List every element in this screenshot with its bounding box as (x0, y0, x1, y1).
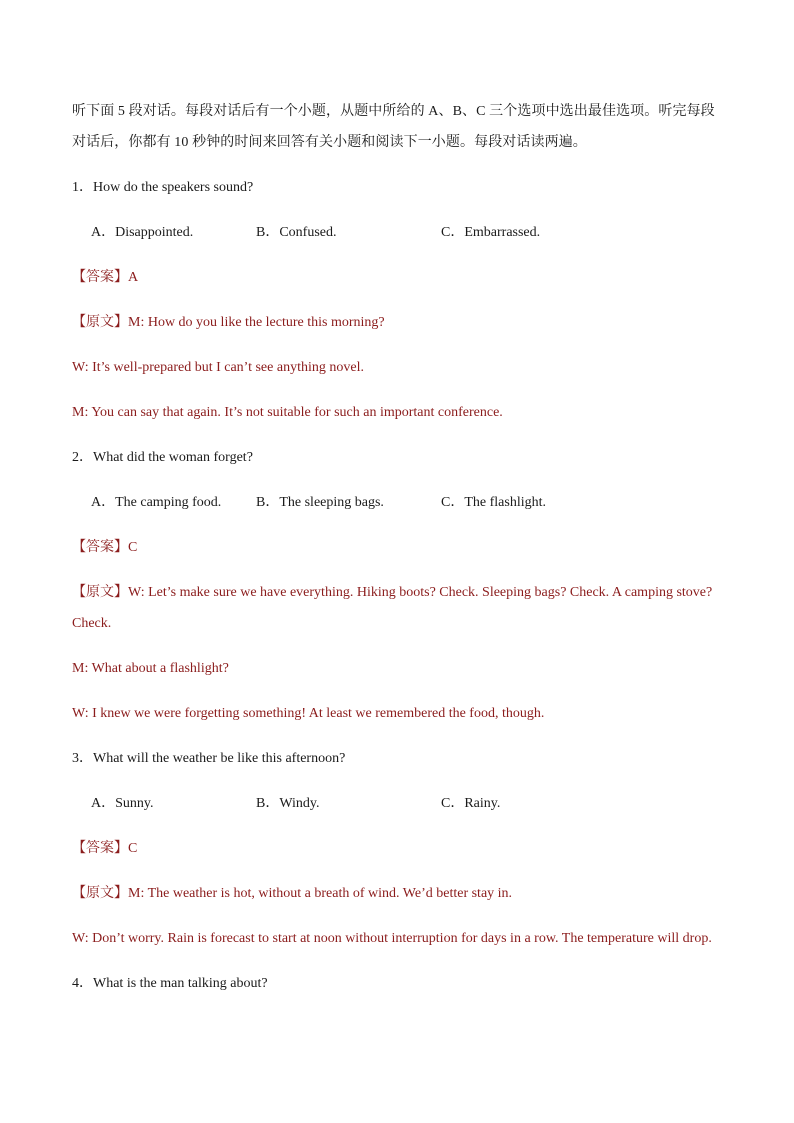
question-number: 2． (72, 450, 93, 465)
option-b: B．Confused. (256, 225, 337, 240)
question-1-transcript-line-1 (72, 307, 724, 338)
option-c: C．Embarrassed. (441, 225, 541, 240)
question-text: What did the woman forget? (93, 450, 253, 465)
question-1-options (72, 217, 724, 248)
answer-value: A (128, 270, 139, 285)
transcript-label: 【原文】 (72, 886, 128, 901)
question-3 (72, 743, 724, 774)
transcript-label: 【原文】 (72, 585, 128, 600)
option-a: A．The camping food. (91, 495, 222, 510)
option-b: B．Windy. (256, 796, 320, 811)
option-c: C．The flashlight. (441, 495, 546, 510)
question-3-options (72, 788, 724, 819)
document-page (72, 96, 724, 1013)
question-2-transcript-line-2: M: What about a flashlight? (72, 661, 229, 676)
option-a: A．Sunny. (91, 796, 154, 811)
answer-value: C (128, 540, 138, 555)
option-c: C．Rainy. (441, 796, 501, 811)
answer-label: 【答案】 (72, 540, 128, 555)
question-2-answer (72, 532, 724, 563)
answer-label: 【答案】 (72, 270, 128, 285)
option-a: A．Disappointed. (91, 225, 194, 240)
section-instructions: 听下面 5 段对话。每段对话后有一个小题，从题中所给的 A、B、C 三个选项中选出最佳选项。听完每段对话后，你都有 10 秒钟的时间来回答有关小题和阅读下一小题。每段对话读两遍。 (72, 104, 715, 150)
transcript-label: 【原文】 (72, 315, 128, 330)
answer-value: C (128, 841, 138, 856)
question-3-transcript-line-1 (72, 878, 724, 909)
question-number: 1． (72, 180, 93, 195)
question-2-options (72, 487, 724, 518)
question-4 (72, 968, 724, 999)
question-2 (72, 442, 724, 473)
question-text: What is the man talking about? (93, 976, 268, 991)
question-1 (72, 172, 724, 203)
question-3-answer (72, 833, 724, 864)
question-3-transcript-line-2: W: Don’t worry. Rain is forecast to start at noon without interruption for days in a row. The temperature will drop. (72, 931, 712, 946)
transcript-text: W: Let’s make sure we have everything. Hiking boots? Check. Sleeping bags? Check. A camping stove? Check. (72, 585, 713, 631)
question-1-transcript-line-2: W: It’s well-prepared but I can’t see anything novel. (72, 360, 364, 375)
question-text: How do the speakers sound? (93, 180, 254, 195)
answer-label: 【答案】 (72, 841, 128, 856)
question-2-transcript-line-3: W: I knew we were forgetting something! At least we remembered the food, though. (72, 706, 545, 721)
transcript-text: M: The weather is hot, without a breath of wind. We’d better stay in. (128, 886, 513, 901)
question-number: 3． (72, 751, 93, 766)
question-number: 4． (72, 976, 93, 991)
question-1-transcript-line-3: M: You can say that again. It’s not suitable for such an important conference. (72, 405, 503, 420)
transcript-text: M: How do you like the lecture this morning? (128, 315, 385, 330)
question-2-transcript-line-1 (72, 577, 724, 639)
question-text: What will the weather be like this afternoon? (93, 751, 346, 766)
question-1-answer (72, 262, 724, 293)
option-b: B．The sleeping bags. (256, 495, 384, 510)
